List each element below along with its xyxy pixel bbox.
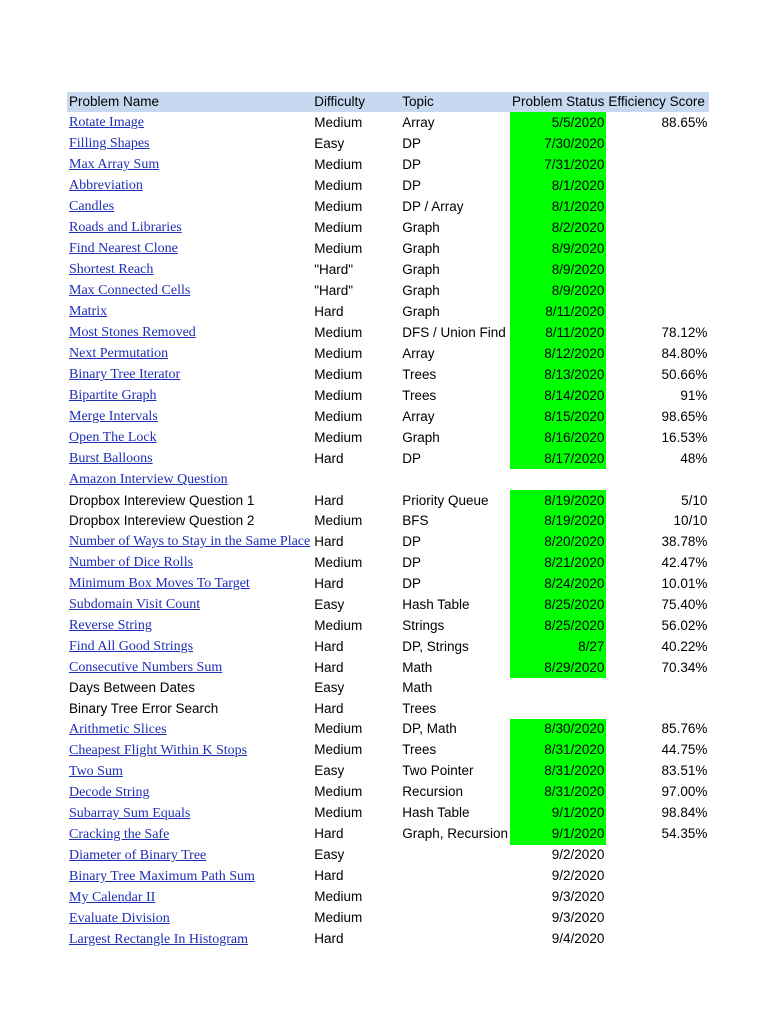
table-row xyxy=(67,929,709,950)
problem-link[interactable]: Candles xyxy=(69,199,115,215)
table-row xyxy=(67,511,709,531)
table-row xyxy=(67,866,709,887)
table-row xyxy=(67,280,709,301)
problem-link[interactable]: Find All Good Strings xyxy=(69,639,194,655)
cell-difficulty[interactable]: Medium xyxy=(314,512,363,528)
cell-difficulty[interactable] xyxy=(312,469,400,490)
cell-problem-status[interactable]: 8/9/2020 xyxy=(510,280,606,301)
cell-efficiency-score[interactable] xyxy=(606,866,709,887)
table-row xyxy=(67,657,709,678)
cell-problem-status[interactable]: 8/20/2020 xyxy=(510,531,606,552)
problem-name-text: Days Between Dates xyxy=(69,680,196,696)
cell-problem-status[interactable]: 8/29/2020 xyxy=(510,657,606,678)
cell-efficiency-score[interactable] xyxy=(606,154,709,175)
cell-difficulty[interactable]: Easy xyxy=(314,763,345,779)
cell-problem-status[interactable]: 8/24/2020 xyxy=(510,573,606,594)
cell-difficulty[interactable]: Medium xyxy=(314,240,363,256)
cell-topic[interactable]: Recursion xyxy=(402,784,464,800)
cell-problem-name[interactable] xyxy=(67,469,312,490)
cell-difficulty[interactable]: Medium xyxy=(314,345,363,361)
cell-difficulty[interactable]: Medium xyxy=(314,408,363,424)
cell-problem-status[interactable] xyxy=(510,698,606,718)
cell-difficulty[interactable]: Hard xyxy=(314,533,344,549)
cell-problem-status[interactable]: 8/11/2020 xyxy=(510,322,606,343)
cell-problem-status[interactable]: 8/9/2020 xyxy=(510,259,606,280)
cell-topic[interactable]: DP xyxy=(402,533,421,549)
cell-efficiency-score[interactable]: 97.00% xyxy=(661,784,708,800)
cell-problem-name[interactable] xyxy=(67,573,312,594)
table-row xyxy=(67,217,709,238)
cell-problem-name[interactable] xyxy=(67,594,312,615)
cell-problem-name[interactable] xyxy=(67,719,312,740)
cell-efficiency-score[interactable]: 56.02% xyxy=(661,617,708,633)
cell-efficiency-score[interactable] xyxy=(606,469,709,490)
cell-efficiency-score[interactable]: 83.51% xyxy=(661,763,708,779)
problem-link[interactable]: Amazon Interview Question xyxy=(69,472,228,488)
cell-efficiency-score[interactable]: 78.12% xyxy=(661,324,708,340)
cell-topic[interactable]: Array xyxy=(402,345,435,361)
problem-link[interactable]: Consecutive Numbers Sum xyxy=(69,660,223,676)
cell-efficiency-score[interactable]: 75.40% xyxy=(661,596,708,612)
cell-difficulty[interactable]: Medium xyxy=(314,805,363,821)
cell-problem-status[interactable]: 8/12/2020 xyxy=(510,343,606,364)
cell-problem-status[interactable]: 9/2/2020 xyxy=(551,847,605,863)
header-difficulty[interactable]: Difficulty xyxy=(312,92,400,112)
cell-topic[interactable]: Graph, Recursion xyxy=(402,826,509,842)
cell-efficiency-score[interactable] xyxy=(606,678,709,698)
table-row xyxy=(67,364,709,385)
cell-difficulty[interactable]: Medium xyxy=(314,198,363,214)
cell-problem-status[interactable]: 8/16/2020 xyxy=(510,427,606,448)
header-problem-status[interactable]: Problem Status xyxy=(510,92,606,112)
cell-topic[interactable]: Graph xyxy=(402,240,440,256)
cell-problem-status[interactable]: 8/14/2020 xyxy=(510,385,606,406)
cell-problem-name[interactable] xyxy=(67,343,312,364)
cell-difficulty[interactable]: Medium xyxy=(314,784,363,800)
cell-problem-status[interactable]: 9/2/2020 xyxy=(551,868,605,884)
cell-problem-status[interactable]: 9/1/2020 xyxy=(510,803,606,824)
cell-problem-name[interactable] xyxy=(67,698,312,718)
cell-efficiency-score[interactable] xyxy=(606,175,709,196)
cell-efficiency-score[interactable] xyxy=(606,238,709,259)
cell-topic[interactable]: Graph xyxy=(402,261,440,277)
problem-name-text: Binary Tree Error Search xyxy=(69,700,219,716)
problem-link[interactable]: Shortest Reach xyxy=(69,262,154,278)
cell-problem-status[interactable]: 8/30/2020 xyxy=(510,719,606,740)
cell-efficiency-score[interactable]: 10.01% xyxy=(661,575,708,591)
table-row xyxy=(67,133,709,154)
cell-problem-name[interactable] xyxy=(67,845,312,866)
cell-difficulty[interactable]: Hard xyxy=(314,868,344,884)
table-row xyxy=(67,175,709,196)
cell-efficiency-score[interactable]: 91% xyxy=(680,387,708,403)
table-row xyxy=(67,301,709,322)
cell-difficulty[interactable]: Easy xyxy=(314,680,345,696)
cell-difficulty[interactable]: Medium xyxy=(314,742,363,758)
table-row xyxy=(67,469,709,490)
cell-topic[interactable]: Graph xyxy=(402,429,440,445)
cell-difficulty[interactable]: Medium xyxy=(314,889,363,905)
problem-name-text: Dropbox Intereview Question 2 xyxy=(69,512,255,528)
cell-topic[interactable]: Hash Table xyxy=(402,596,470,612)
cell-difficulty[interactable]: Medium xyxy=(314,554,363,570)
problem-link[interactable]: Evaluate Division xyxy=(69,910,170,926)
cell-problem-name[interactable] xyxy=(67,406,312,427)
cell-difficulty[interactable]: Medium xyxy=(314,156,363,172)
problem-link[interactable]: Filling Shapes xyxy=(69,136,150,152)
cell-problem-name[interactable] xyxy=(67,636,312,657)
problem-link[interactable]: Arithmetic Slices xyxy=(69,721,167,737)
cell-problem-status[interactable]: 8/19/2020 xyxy=(510,490,606,510)
cell-difficulty[interactable]: Medium xyxy=(314,910,363,926)
table-row xyxy=(67,761,709,782)
cell-problem-name[interactable] xyxy=(67,824,312,845)
cell-efficiency-score[interactable]: 50.66% xyxy=(661,366,708,382)
cell-difficulty[interactable]: Hard xyxy=(314,931,344,947)
cell-difficulty[interactable]: Medium xyxy=(314,429,363,445)
table-row xyxy=(67,887,709,908)
table-row xyxy=(67,782,709,803)
cell-efficiency-score[interactable]: 44.75% xyxy=(661,742,708,758)
cell-efficiency-score[interactable]: 98.65% xyxy=(661,408,708,424)
problem-link[interactable]: Bipartite Graph xyxy=(69,388,157,404)
cell-efficiency-score[interactable]: 38.78% xyxy=(661,533,708,549)
cell-topic[interactable]: Two Pointer xyxy=(402,763,474,779)
cell-problem-status[interactable]: 8/15/2020 xyxy=(510,406,606,427)
cell-problem-name[interactable] xyxy=(67,385,312,406)
cell-topic[interactable]: DP xyxy=(402,135,421,151)
cell-topic[interactable]: DP xyxy=(402,177,421,193)
cell-efficiency-score[interactable]: 5/10 xyxy=(681,492,708,508)
cell-problem-status[interactable]: 9/4/2020 xyxy=(551,931,605,947)
table-row xyxy=(67,112,709,133)
table-row xyxy=(67,719,709,740)
cell-difficulty[interactable]: Medium xyxy=(314,219,363,235)
cell-problem-status[interactable]: 7/31/2020 xyxy=(510,154,606,175)
table-row xyxy=(67,824,709,845)
cell-difficulty[interactable]: Easy xyxy=(314,847,345,863)
cell-efficiency-score[interactable]: 10/10 xyxy=(673,512,708,528)
cell-topic[interactable]: Graph xyxy=(402,219,440,235)
cell-problem-status[interactable]: 9/1/2020 xyxy=(510,824,606,845)
table-row xyxy=(67,803,709,824)
cell-difficulty[interactable]: Hard xyxy=(314,450,344,466)
cell-efficiency-score[interactable] xyxy=(606,301,709,322)
cell-problem-name[interactable] xyxy=(67,678,312,698)
problem-link[interactable]: Open The Lock xyxy=(69,430,157,446)
problem-link[interactable]: Merge Intervals xyxy=(69,409,158,425)
table-row xyxy=(67,615,709,636)
cell-efficiency-score[interactable]: 48% xyxy=(680,450,708,466)
cell-difficulty[interactable]: Hard xyxy=(314,826,344,842)
header-efficiency-score[interactable]: Efficiency Score xyxy=(606,92,709,112)
table-body xyxy=(67,112,709,949)
cell-problem-name[interactable] xyxy=(67,929,312,950)
cell-efficiency-score[interactable]: 98.84% xyxy=(661,805,708,821)
problem-link[interactable]: Two Sum xyxy=(69,763,123,779)
cell-efficiency-score[interactable]: 85.76% xyxy=(661,721,708,737)
cell-difficulty[interactable]: Hard xyxy=(314,575,344,591)
problem-link[interactable]: Rotate Image xyxy=(69,115,145,131)
table-row xyxy=(67,594,709,615)
cell-topic[interactable]: Priority Queue xyxy=(402,492,489,508)
cell-difficulty[interactable]: Medium xyxy=(314,324,363,340)
cell-topic[interactable] xyxy=(400,908,510,929)
cell-problem-status[interactable]: 8/31/2020 xyxy=(510,782,606,803)
table-row xyxy=(67,343,709,364)
table-row xyxy=(67,573,709,594)
cell-efficiency-score[interactable] xyxy=(606,196,709,217)
cell-problem-status[interactable]: 8/31/2020 xyxy=(510,761,606,782)
table-row xyxy=(67,531,709,552)
cell-topic[interactable]: Trees xyxy=(402,742,437,758)
cell-problem-name[interactable] xyxy=(67,175,312,196)
cell-problem-status[interactable] xyxy=(510,469,606,490)
table-row xyxy=(67,908,709,929)
cell-efficiency-score[interactable]: 40.22% xyxy=(661,638,708,654)
cell-topic[interactable] xyxy=(400,845,510,866)
table-row xyxy=(67,636,709,657)
cell-problem-name[interactable] xyxy=(67,154,312,175)
cell-problem-name[interactable] xyxy=(67,259,312,280)
cell-topic[interactable]: Trees xyxy=(402,387,437,403)
table-row xyxy=(67,259,709,280)
table-row xyxy=(67,448,709,469)
cell-problem-status[interactable]: 5/5/2020 xyxy=(510,112,606,133)
cell-problem-status[interactable]: 8/21/2020 xyxy=(510,552,606,573)
cell-topic[interactable]: DP xyxy=(402,554,421,570)
cell-problem-name[interactable] xyxy=(67,280,312,301)
cell-difficulty[interactable]: Medium xyxy=(314,617,363,633)
problem-link[interactable]: Minimum Box Moves To Target xyxy=(69,576,250,592)
cell-problem-name[interactable] xyxy=(67,531,312,552)
cell-difficulty[interactable]: Medium xyxy=(314,721,363,737)
problem-link[interactable]: Reverse String xyxy=(69,618,152,634)
cell-problem-status[interactable]: 8/1/2020 xyxy=(510,175,606,196)
table-row xyxy=(67,154,709,175)
cell-problem-name[interactable] xyxy=(67,657,312,678)
problem-link[interactable]: Matrix xyxy=(69,304,108,320)
header-row xyxy=(67,92,709,112)
problem-link[interactable]: Largest Rectangle In Histogram xyxy=(69,931,248,947)
cell-problem-status[interactable]: 8/1/2020 xyxy=(510,196,606,217)
cell-difficulty[interactable]: Medium xyxy=(314,177,363,193)
cell-problem-name[interactable] xyxy=(67,615,312,636)
problem-link[interactable]: Subarray Sum Equals xyxy=(69,805,191,821)
table-row xyxy=(67,385,709,406)
cell-problem-name[interactable] xyxy=(67,217,312,238)
problem-link[interactable]: Number of Ways to Stay in the Same Place xyxy=(69,534,311,550)
cell-problem-status[interactable]: 8/27 xyxy=(510,636,606,657)
cell-efficiency-score[interactable] xyxy=(606,133,709,154)
header-problem-name[interactable]: Problem Name xyxy=(67,92,312,112)
cell-topic[interactable]: DFS / Union Find xyxy=(402,324,506,340)
cell-problem-name[interactable] xyxy=(67,908,312,929)
problem-link[interactable]: Next Permutation xyxy=(69,346,169,362)
cell-topic[interactable] xyxy=(400,866,510,887)
cell-problem-name[interactable] xyxy=(67,364,312,385)
table-row xyxy=(67,322,709,343)
cell-efficiency-score[interactable]: 84.80% xyxy=(661,345,708,361)
cell-topic[interactable]: BFS xyxy=(402,512,429,528)
cell-efficiency-score[interactable]: 70.34% xyxy=(661,659,708,675)
header-topic[interactable]: Topic xyxy=(400,92,510,112)
cell-problem-name[interactable] xyxy=(67,740,312,761)
problem-link[interactable]: Max Connected Cells xyxy=(69,283,191,299)
cell-topic[interactable] xyxy=(400,887,510,908)
cell-topic[interactable] xyxy=(400,929,510,950)
problem-link[interactable]: Diameter of Binary Tree xyxy=(69,847,207,863)
cell-problem-name[interactable] xyxy=(67,887,312,908)
cell-difficulty[interactable]: Hard xyxy=(314,638,344,654)
cell-efficiency-score[interactable] xyxy=(606,280,709,301)
problem-link[interactable]: Cheapest Flight Within K Stops xyxy=(69,742,248,758)
cell-topic[interactable] xyxy=(400,469,510,490)
cell-problem-status[interactable]: 8/19/2020 xyxy=(510,511,606,531)
problem-link[interactable]: Subdomain Visit Count xyxy=(69,597,201,613)
problem-link[interactable]: Max Array Sum xyxy=(69,157,160,173)
cell-topic[interactable]: Graph xyxy=(402,282,440,298)
table-row xyxy=(67,698,709,718)
cell-difficulty[interactable]: Easy xyxy=(314,596,345,612)
cell-problem-status[interactable]: 8/31/2020 xyxy=(510,740,606,761)
cell-topic[interactable]: Math xyxy=(402,680,433,696)
problem-link[interactable]: Burst Balloons xyxy=(69,451,153,467)
cell-problem-status[interactable]: 8/9/2020 xyxy=(510,238,606,259)
cell-difficulty[interactable]: Hard xyxy=(314,700,344,716)
cell-problem-name[interactable] xyxy=(67,552,312,573)
cell-difficulty[interactable]: "Hard" xyxy=(314,261,354,277)
cell-topic[interactable]: Hash Table xyxy=(402,805,470,821)
cell-efficiency-score[interactable] xyxy=(606,929,709,950)
cell-topic[interactable]: Array xyxy=(402,408,435,424)
cell-problem-status[interactable]: 8/11/2020 xyxy=(510,301,606,322)
cell-difficulty[interactable]: Hard xyxy=(314,492,344,508)
problem-link[interactable]: Roads and Libraries xyxy=(69,220,182,236)
cell-problem-name[interactable] xyxy=(67,490,312,510)
cell-efficiency-score[interactable] xyxy=(606,887,709,908)
cell-problem-name[interactable] xyxy=(67,301,312,322)
table-row xyxy=(67,678,709,698)
cell-efficiency-score[interactable] xyxy=(606,845,709,866)
cell-problem-status[interactable]: 9/3/2020 xyxy=(551,910,605,926)
cell-efficiency-score[interactable]: 54.35% xyxy=(661,826,708,842)
cell-problem-name[interactable] xyxy=(67,761,312,782)
problem-table xyxy=(67,92,709,950)
cell-problem-name[interactable] xyxy=(67,511,312,531)
cell-difficulty[interactable]: Medium xyxy=(314,366,363,382)
cell-problem-name[interactable] xyxy=(67,238,312,259)
cell-problem-status[interactable]: 8/25/2020 xyxy=(510,615,606,636)
problem-link[interactable]: Cracking the Safe xyxy=(69,826,170,842)
cell-problem-name[interactable] xyxy=(67,448,312,469)
cell-difficulty[interactable]: Hard xyxy=(314,659,344,675)
problem-link[interactable]: Binary Tree Iterator xyxy=(69,367,181,383)
cell-problem-name[interactable] xyxy=(67,133,312,154)
table-row xyxy=(67,552,709,573)
cell-problem-name[interactable] xyxy=(67,782,312,803)
cell-topic[interactable]: DP xyxy=(402,156,421,172)
cell-efficiency-score[interactable] xyxy=(606,217,709,238)
cell-problem-status[interactable]: 8/13/2020 xyxy=(510,364,606,385)
cell-problem-name[interactable] xyxy=(67,803,312,824)
problem-link[interactable]: My Calendar II xyxy=(69,889,156,905)
problem-link[interactable]: Abbreviation xyxy=(69,178,143,194)
cell-topic[interactable]: DP xyxy=(402,450,421,466)
cell-difficulty[interactable]: "Hard" xyxy=(314,282,354,298)
problem-link[interactable]: Number of Dice Rolls xyxy=(69,555,194,571)
cell-topic[interactable]: Array xyxy=(402,114,435,130)
cell-problem-status[interactable] xyxy=(510,678,606,698)
cell-difficulty[interactable]: Medium xyxy=(314,387,363,403)
table-row xyxy=(67,845,709,866)
cell-topic[interactable]: Trees xyxy=(402,700,437,716)
problem-link[interactable]: Binary Tree Maximum Path Sum xyxy=(69,868,255,884)
cell-efficiency-score[interactable]: 16.53% xyxy=(661,429,708,445)
cell-problem-status[interactable]: 9/3/2020 xyxy=(551,889,605,905)
cell-problem-name[interactable] xyxy=(67,322,312,343)
problem-link[interactable]: Most Stones Removed xyxy=(69,325,196,341)
cell-problem-status[interactable]: 8/25/2020 xyxy=(510,594,606,615)
table-row xyxy=(67,406,709,427)
table-row xyxy=(67,238,709,259)
cell-topic[interactable]: Strings xyxy=(402,617,445,633)
cell-topic[interactable]: DP, Strings xyxy=(402,638,469,654)
cell-problem-name[interactable] xyxy=(67,112,312,133)
cell-difficulty[interactable]: Easy xyxy=(314,135,345,151)
cell-topic[interactable]: DP / Array xyxy=(402,198,464,214)
table-row xyxy=(67,196,709,217)
cell-efficiency-score[interactable]: 88.65% xyxy=(661,114,708,130)
cell-problem-status[interactable]: 7/30/2020 xyxy=(510,133,606,154)
cell-problem-status[interactable]: 8/2/2020 xyxy=(510,217,606,238)
cell-difficulty[interactable]: Hard xyxy=(314,303,344,319)
cell-efficiency-score[interactable] xyxy=(606,259,709,280)
problem-name-text: Dropbox Intereview Question 1 xyxy=(69,492,255,508)
table-row xyxy=(67,490,709,510)
cell-efficiency-score[interactable] xyxy=(606,908,709,929)
cell-efficiency-score[interactable] xyxy=(606,698,709,718)
cell-topic[interactable]: Graph xyxy=(402,303,440,319)
cell-problem-name[interactable] xyxy=(67,196,312,217)
cell-problem-name[interactable] xyxy=(67,866,312,887)
problem-link[interactable]: Decode String xyxy=(69,784,150,800)
cell-topic[interactable]: Math xyxy=(402,659,433,675)
cell-problem-status[interactable]: 8/17/2020 xyxy=(510,448,606,469)
cell-topic[interactable]: DP xyxy=(402,575,421,591)
table-row xyxy=(67,427,709,448)
cell-difficulty[interactable]: Medium xyxy=(314,114,363,130)
table-row xyxy=(67,740,709,761)
cell-topic[interactable]: DP, Math xyxy=(402,721,457,737)
problem-link[interactable]: Find Nearest Clone xyxy=(69,241,178,257)
cell-efficiency-score[interactable]: 42.47% xyxy=(661,554,708,570)
cell-topic[interactable]: Trees xyxy=(402,366,437,382)
cell-problem-name[interactable] xyxy=(67,427,312,448)
